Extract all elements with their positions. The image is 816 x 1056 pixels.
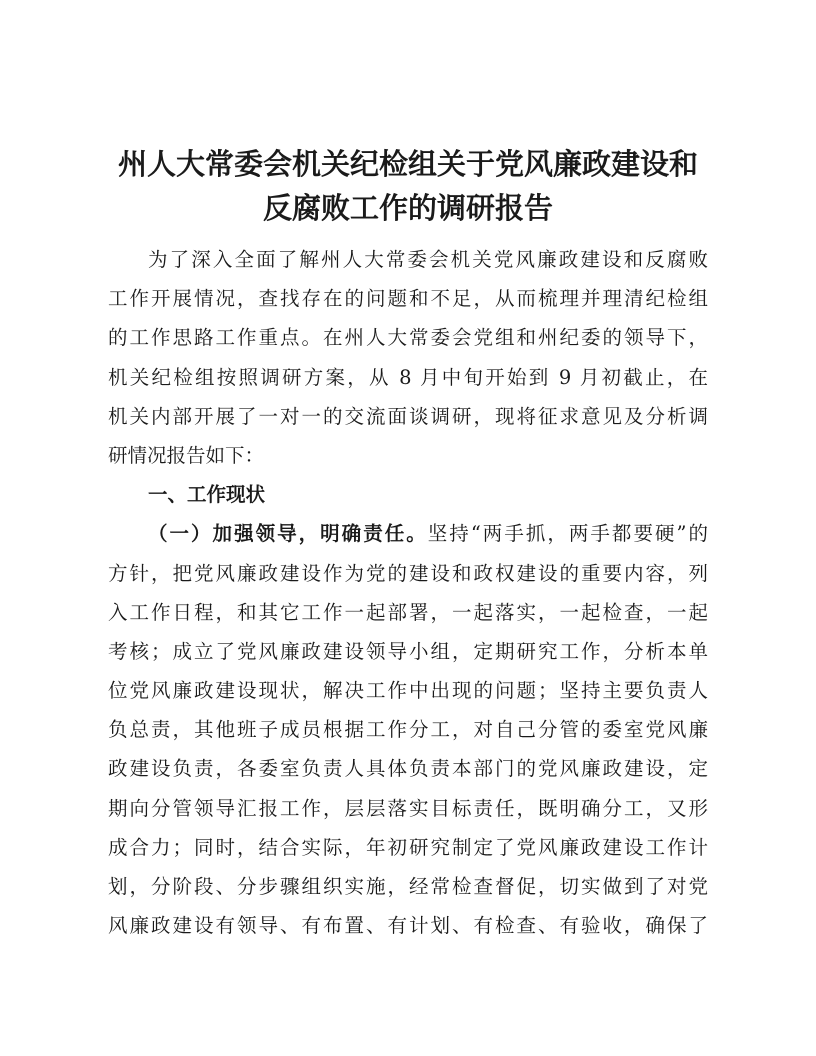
subsection-1-line-6: 负总责，其他班子成员根据工作分工，对自己分管的委室党风廉	[108, 718, 708, 742]
subsection-1-line-3: 入工作日程，和其它工作一起部署，一起落实，一起检查，一起	[108, 600, 708, 624]
document-title-line-2: 反腐败工作的调研报告	[262, 191, 553, 225]
section-heading-work-status: 一、工作现状	[148, 483, 266, 507]
intro-line-6: 研情况报告如下：	[108, 443, 265, 467]
subsection-1-line-2: 方针，把党风廉政建设作为党的建设和政权建设的重要内容，列	[108, 561, 708, 585]
subsection-1-line-11: 风廉政建设有领导、有布置、有计划、有检查、有验收，确保了	[108, 914, 708, 938]
subsection-1-line-9: 成合力；同时，结合实际，年初研究制定了党风廉政建设工作计	[108, 835, 708, 859]
intro-line-4: 机关纪检组按照调研方案，从 8 月中旬开始到 9 月初截止，在	[108, 365, 708, 389]
subsection-1-first-line	[108, 514, 708, 553]
subsection-1-first-rest: 坚持“两手抓，两手都要硬”的	[427, 522, 708, 546]
intro-line-3: 的工作思路工作重点。在州人大常委会党组和州纪委的领导下，	[108, 326, 708, 350]
intro-line-1: 为了深入全面了解州人大常委会机关党风廉政建设和反腐败	[148, 248, 708, 271]
subsection-1-line-10: 划，分阶段、分步骤组织实施，经常检查督促，切实做到了对党	[108, 875, 708, 898]
subsection-1-line-5: 位党风廉政建设现状，解决工作中出现的问题；坚持主要负责人	[108, 679, 708, 703]
subsection-1-line-4: 考核；成立了党风廉政建设领导小组，定期研究工作，分析本单	[108, 639, 708, 663]
intro-line-5: 机关内部开展了一对一的交流面谈调研，现将征求意见及分析调	[108, 404, 708, 428]
subsection-1-line-7: 政建设负责，各委室负责人具体负责本部门的党风廉政建设，定	[108, 757, 708, 781]
document-body	[108, 240, 708, 945]
intro-line-2: 工作开展情况，查找存在的问题和不足，从而梳理并理清纪检组	[108, 287, 708, 311]
subsection-1-line-8: 期向分管领导汇报工作，层层落实目标责任，既明确分工，又形	[108, 796, 708, 820]
document-title-line-1: 州人大常委会机关纪检组关于党风廉政建设和	[117, 147, 698, 181]
subsection-1-lead: （一）加强领导，明确责任。	[148, 522, 428, 546]
